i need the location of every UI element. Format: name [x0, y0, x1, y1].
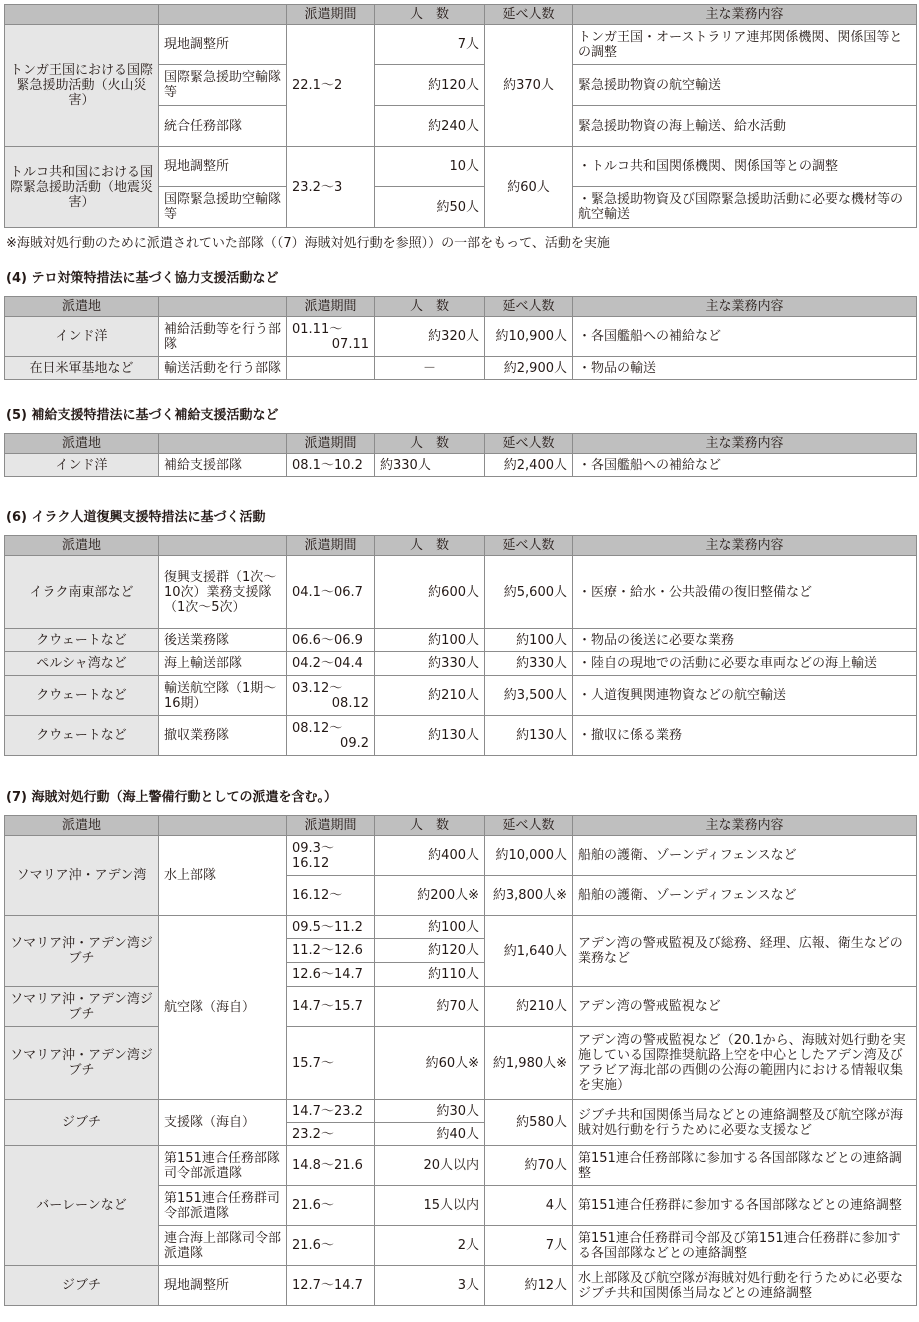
- header-tasks: 主な業務内容: [573, 297, 917, 317]
- unit-cell: 現地調整所: [159, 1266, 287, 1306]
- location-cell: ソマリア沖・アデン湾ジブチ: [5, 1027, 159, 1100]
- unit-cell: 補給支援部隊: [159, 454, 287, 477]
- people-cell: 2人: [375, 1226, 485, 1266]
- total-cell: 約210人: [485, 987, 573, 1027]
- table-row: [5, 1266, 917, 1306]
- table-header-row: [5, 816, 917, 836]
- task-cell: 緊急援助物資の航空輸送: [573, 65, 917, 106]
- people-cell: 約40人: [375, 1123, 485, 1146]
- people-cell: 約320人: [375, 317, 485, 357]
- task-cell: ・物品の輸送: [573, 357, 917, 380]
- header-people: 人 数: [375, 536, 485, 556]
- total-cell: 約10,000人: [485, 836, 573, 876]
- table-row: [5, 147, 917, 187]
- task-cell: ・人道復興関連物資などの航空輸送: [573, 676, 917, 716]
- unit-cell: 統合任務部隊: [159, 106, 287, 147]
- total-cell: 約5,600人: [485, 556, 573, 629]
- task-cell: トンガ王国・オーストラリア連邦関係機関、関係国等との調整: [573, 25, 917, 65]
- people-cell: 約100人: [375, 629, 485, 652]
- table-row: [5, 317, 917, 357]
- total-cell: 約60人: [485, 147, 573, 228]
- unit-cell: 後送業務隊: [159, 629, 287, 652]
- table-header-row: [5, 297, 917, 317]
- section-title-4: (4) テロ対策特措法に基づく協力支援活動など: [6, 271, 279, 286]
- total-cell: 7人: [485, 1226, 573, 1266]
- period-cell: [287, 716, 375, 756]
- header-people: 人 数: [375, 434, 485, 454]
- location-cell: トンガ王国における国際緊急援助活動（火山災害）: [5, 25, 159, 147]
- unit-cell: 支援隊（海自）: [159, 1100, 287, 1146]
- header-period: 派遣期間: [287, 816, 375, 836]
- table-refueling-support: [4, 433, 917, 477]
- period-start: 01.11～: [292, 321, 343, 337]
- period-cell: 14.8～21.6: [287, 1146, 375, 1186]
- header-period: 派遣期間: [287, 297, 375, 317]
- table-header-row: [5, 536, 917, 556]
- task-cell: 水上部隊及び航空隊が海賊対処行動を行うために必要なジブチ共和国関係当局などとの連絡調整: [573, 1266, 917, 1306]
- period-cell: [287, 357, 375, 380]
- header-location: [5, 5, 159, 25]
- total-cell: 約1,980人※: [485, 1027, 573, 1100]
- period-cell: 11.2～12.6: [287, 939, 375, 963]
- period-cell: [287, 676, 375, 716]
- people-cell: 15人以内: [375, 1186, 485, 1226]
- footnote: ※海賊対処行動のために派遣されていた部隊（（7）海賊対処行動を参照））の一部をもって、活動を実施: [6, 236, 610, 251]
- period-cell: 12.6～14.7: [287, 963, 375, 987]
- header-unit: [159, 297, 287, 317]
- task-cell: ・各国艦船への補給など: [573, 454, 917, 477]
- header-total: 延べ人数: [485, 434, 573, 454]
- table-row: [5, 836, 917, 876]
- period-cell: 09.3～16.12: [287, 836, 375, 876]
- table-row: [5, 987, 917, 1027]
- total-cell: 約3,800人※: [485, 876, 573, 916]
- task-cell: ・陸自の現地での活動に必要な車両などの海上輸送: [573, 652, 917, 676]
- table-row: [5, 1146, 917, 1186]
- people-cell: 10人: [375, 147, 485, 187]
- unit-cell: 連合海上部隊司令部派遣隊: [159, 1226, 287, 1266]
- people-cell: 約30人: [375, 1100, 485, 1123]
- task-cell: ・各国艦船への補給など: [573, 317, 917, 357]
- header-unit: [159, 536, 287, 556]
- location-cell: クウェートなど: [5, 629, 159, 652]
- task-cell: ・医療・給水・公共設備の復旧整備など: [573, 556, 917, 629]
- header-period: 派遣期間: [287, 434, 375, 454]
- total-cell: 約580人: [485, 1100, 573, 1146]
- header-total: 延べ人数: [485, 5, 573, 25]
- people-cell: 約400人: [375, 836, 485, 876]
- period-start: 03.12～: [292, 680, 343, 696]
- header-total: 延べ人数: [485, 297, 573, 317]
- unit-cell: 第151連合任務部隊司令部派遣隊: [159, 1146, 287, 1186]
- unit-cell: 航空隊（海自）: [159, 916, 287, 1100]
- unit-cell: 水上部隊: [159, 836, 287, 916]
- period-end: 07.11: [331, 336, 369, 352]
- people-cell: 3人: [375, 1266, 485, 1306]
- people-cell: 約100人: [375, 916, 485, 939]
- unit-cell: 国際緊急援助空輸隊等: [159, 187, 287, 228]
- header-period: 派遣期間: [287, 5, 375, 25]
- total-cell: 約1,640人: [485, 916, 573, 987]
- unit-cell: 現地調整所: [159, 25, 287, 65]
- task-cell: ジブチ共和国関係当局などとの連絡調整及び航空隊が海賊対処行動を行うために必要な支援など: [573, 1100, 917, 1146]
- people-cell: 20人以内: [375, 1146, 485, 1186]
- unit-cell: 海上輸送部隊: [159, 652, 287, 676]
- task-cell: 第151連合任務群司令部及び第151連合任務群に参加する各国部隊などとの連絡調整: [573, 1226, 917, 1266]
- period-cell: [287, 317, 375, 357]
- people-cell: 約50人: [375, 187, 485, 228]
- table-row: [5, 1100, 917, 1123]
- total-cell: 約12人: [485, 1266, 573, 1306]
- header-tasks: 主な業務内容: [573, 5, 917, 25]
- location-cell: クウェートなど: [5, 676, 159, 716]
- task-cell: ・物品の後送に必要な業務: [573, 629, 917, 652]
- people-cell: 約130人: [375, 716, 485, 756]
- period-cell: 04.1～06.7: [287, 556, 375, 629]
- period-cell: 12.7～14.7: [287, 1266, 375, 1306]
- location-cell: ソマリア沖・アデン湾ジブチ: [5, 916, 159, 987]
- people-cell: 約330人: [375, 652, 485, 676]
- people-cell: 約120人: [375, 939, 485, 963]
- period-cell: 06.6～06.9: [287, 629, 375, 652]
- table-row: [5, 716, 917, 756]
- period-cell: 23.2～: [287, 1123, 375, 1146]
- location-cell: ペルシャ湾など: [5, 652, 159, 676]
- location-cell: バーレーンなど: [5, 1146, 159, 1266]
- table-anti-piracy: [4, 815, 917, 1306]
- total-cell: 約100人: [485, 629, 573, 652]
- location-cell: インド洋: [5, 454, 159, 477]
- table-row: [5, 652, 917, 676]
- table-row: [5, 916, 917, 939]
- people-cell: 約600人: [375, 556, 485, 629]
- section-title-7: (7) 海賊対処行動（海上警備行動としての派遣を含む。）: [6, 790, 337, 805]
- task-cell: 第151連合任務群に参加する各国部隊などとの連絡調整: [573, 1186, 917, 1226]
- total-cell: 約330人: [485, 652, 573, 676]
- period-cell: 14.7～23.2: [287, 1100, 375, 1123]
- task-cell: ・緊急援助物資及び国際緊急援助活動に必要な機材等の航空輸送: [573, 187, 917, 228]
- people-cell: 約110人: [375, 963, 485, 987]
- period-end: 09.2: [340, 735, 369, 751]
- location-cell: ジブチ: [5, 1100, 159, 1146]
- header-unit: [159, 434, 287, 454]
- period-cell: 21.6～: [287, 1226, 375, 1266]
- header-location: 派遣地: [5, 816, 159, 836]
- task-cell: アデン湾の警戒監視及び総務、経理、広報、衛生などの業務など: [573, 916, 917, 987]
- period-cell: 04.2～04.4: [287, 652, 375, 676]
- table-row: [5, 454, 917, 477]
- period-end: 08.12: [331, 695, 369, 711]
- table-anti-terrorism: [4, 296, 917, 380]
- location-cell: インド洋: [5, 317, 159, 357]
- total-cell: 約2,400人: [485, 454, 573, 477]
- table-row: [5, 1027, 917, 1100]
- table-header-row: [5, 434, 917, 454]
- total-cell: 約70人: [485, 1146, 573, 1186]
- table-iraq-support: [4, 535, 917, 756]
- table-row: [5, 629, 917, 652]
- people-cell: 約200人※: [375, 876, 485, 916]
- unit-cell: 輸送活動を行う部隊: [159, 357, 287, 380]
- location-cell: ソマリア沖・アデン湾ジブチ: [5, 987, 159, 1027]
- people-cell: 7人: [375, 25, 485, 65]
- total-cell: 約3,500人: [485, 676, 573, 716]
- location-cell: クウェートなど: [5, 716, 159, 756]
- location-cell: 在日米軍基地など: [5, 357, 159, 380]
- task-cell: 第151連合任務部隊に参加する各国部隊などとの連絡調整: [573, 1146, 917, 1186]
- period-cell: 22.1～2: [287, 25, 375, 147]
- period-cell: 16.12～: [287, 876, 375, 916]
- unit-cell: 国際緊急援助空輸隊等: [159, 65, 287, 106]
- header-tasks: 主な業務内容: [573, 434, 917, 454]
- task-cell: 緊急援助物資の海上輸送、給水活動: [573, 106, 917, 147]
- header-tasks: 主な業務内容: [573, 816, 917, 836]
- section-title-6: (6) イラク人道復興支援特措法に基づく活動: [6, 510, 266, 525]
- section-title-5: (5) 補給支援特措法に基づく補給支援活動など: [6, 408, 279, 423]
- task-cell: アデン湾の警戒監視など: [573, 987, 917, 1027]
- period-cell: 14.7～15.7: [287, 987, 375, 1027]
- header-unit: [159, 5, 287, 25]
- people-cell: 約330人: [375, 454, 485, 477]
- total-cell: 約2,900人: [485, 357, 573, 380]
- header-total: 延べ人数: [485, 816, 573, 836]
- table-row: [5, 556, 917, 629]
- people-cell: 約120人: [375, 65, 485, 106]
- task-cell: アデン湾の警戒監視など（20.1から、海賊対処行動を実施している国際推奨航路上空を中心としたアデン湾及びアラビア海北部の西側の公海の範囲内における情報収集を実施）: [573, 1027, 917, 1100]
- unit-cell: 復興支援群（1次～10次）業務支援隊（1次～5次）: [159, 556, 287, 629]
- unit-cell: 撤収業務隊: [159, 716, 287, 756]
- header-location: 派遣地: [5, 536, 159, 556]
- people-cell: 約240人: [375, 106, 485, 147]
- task-cell: ・トルコ共和国関係機関、関係国等との調整: [573, 147, 917, 187]
- period-cell: 21.6～: [287, 1186, 375, 1226]
- total-cell: 約130人: [485, 716, 573, 756]
- total-cell: 4人: [485, 1186, 573, 1226]
- unit-cell: 第151連合任務群司令部派遣隊: [159, 1186, 287, 1226]
- unit-cell: 現地調整所: [159, 147, 287, 187]
- header-total: 延べ人数: [485, 536, 573, 556]
- header-people: 人 数: [375, 297, 485, 317]
- period-start: 08.12～: [292, 720, 343, 736]
- task-cell: 船舶の護衛、ゾーンディフェンスなど: [573, 836, 917, 876]
- table-international-relief: [4, 4, 917, 228]
- people-cell: 約60人※: [375, 1027, 485, 1100]
- table-row: [5, 25, 917, 65]
- total-cell: 約10,900人: [485, 317, 573, 357]
- task-cell: ・撤収に係る業務: [573, 716, 917, 756]
- period-cell: 15.7～: [287, 1027, 375, 1100]
- header-period: 派遣期間: [287, 536, 375, 556]
- location-cell: トルコ共和国における国際緊急援助活動（地震災害）: [5, 147, 159, 228]
- header-people: 人 数: [375, 5, 485, 25]
- people-cell: －: [375, 357, 485, 380]
- period-cell: 23.2～3: [287, 147, 375, 228]
- location-cell: イラク南東部など: [5, 556, 159, 629]
- people-cell: 約210人: [375, 676, 485, 716]
- task-cell: 船舶の護衛、ゾーンディフェンスなど: [573, 876, 917, 916]
- location-cell: ソマリア沖・アデン湾: [5, 836, 159, 916]
- header-tasks: 主な業務内容: [573, 536, 917, 556]
- unit-cell: 輸送航空隊（1期～16期）: [159, 676, 287, 716]
- table-row: [5, 357, 917, 380]
- period-cell: 09.5～11.2: [287, 916, 375, 939]
- header-location: 派遣地: [5, 297, 159, 317]
- table-row: [5, 676, 917, 716]
- period-cell: 08.1～10.2: [287, 454, 375, 477]
- unit-cell: 補給活動等を行う部隊: [159, 317, 287, 357]
- table-header-row: [5, 5, 917, 25]
- location-cell: ジブチ: [5, 1266, 159, 1306]
- header-unit: [159, 816, 287, 836]
- header-people: 人 数: [375, 816, 485, 836]
- total-cell: 約370人: [485, 25, 573, 147]
- header-location: 派遣地: [5, 434, 159, 454]
- people-cell: 約70人: [375, 987, 485, 1027]
